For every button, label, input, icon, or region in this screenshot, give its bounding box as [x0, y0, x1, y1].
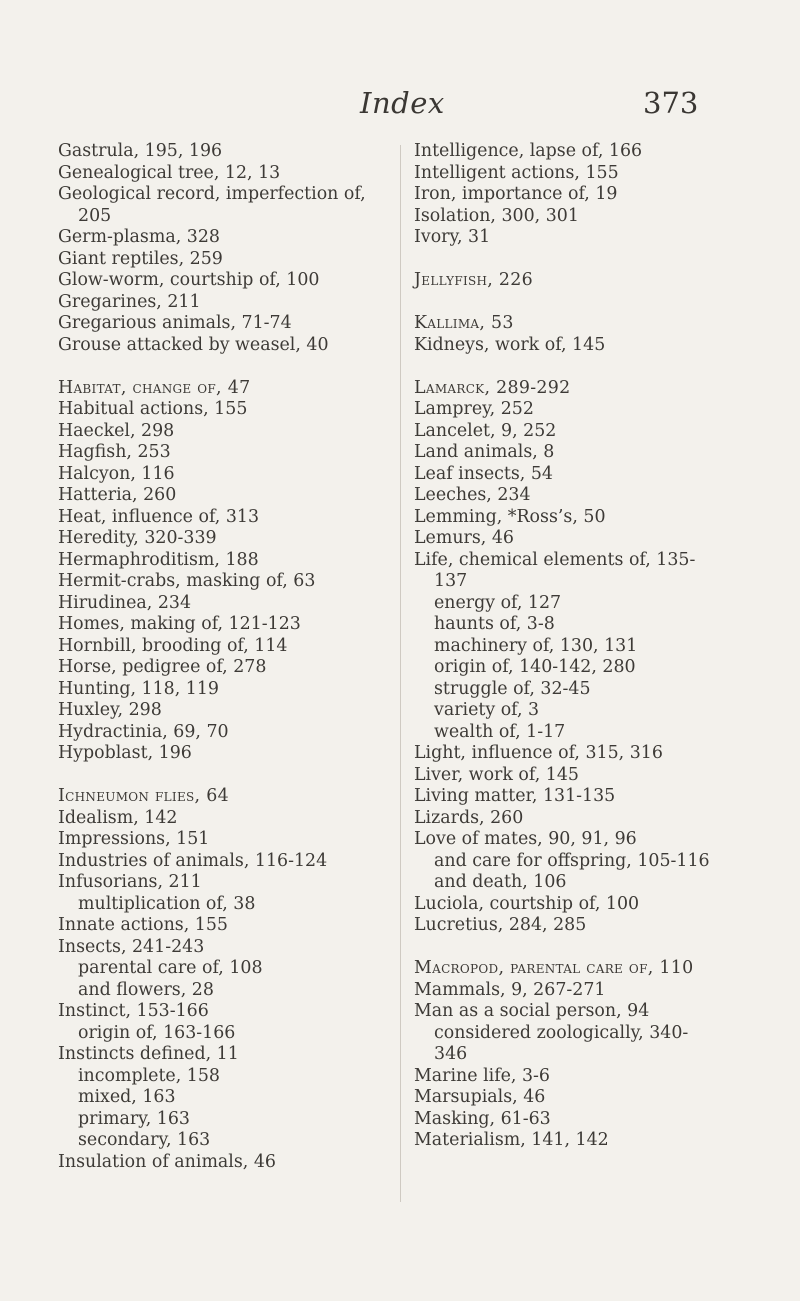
index-subentry: considered zoologically, 340-	[434, 1022, 689, 1043]
index-entry: Insulation of animals, 46	[58, 1151, 276, 1172]
index-entry: Marsupials, 46	[414, 1087, 546, 1107]
index-entry: Hypoblast, 196	[58, 743, 192, 763]
index-entry: Hirudinea, 234	[58, 592, 192, 613]
running-head-title: Index	[360, 86, 445, 120]
section-spacer	[414, 937, 759, 959]
index-entry: Liver, work of, 145	[414, 764, 579, 785]
index-entry: Lizards, 260	[414, 807, 524, 828]
index-entry-continuation: 346	[434, 1044, 468, 1064]
index-subentry: and death, 106	[434, 872, 567, 892]
index-entry-letter-start: Habitat, change of, 47	[58, 377, 251, 398]
index-entry: Instincts defined, 11	[58, 1044, 239, 1064]
index-entry: Idealism, 142	[58, 807, 178, 828]
index-subentry: parental care of, 108	[78, 958, 263, 978]
index-entry-continuation: 137	[434, 571, 468, 591]
index-entry: Haeckel, 298	[58, 420, 175, 441]
section-spacer	[414, 356, 759, 378]
index-entry: Glow-worm, courtship of, 100	[58, 270, 320, 290]
index-entry: Iron, importance of, 19	[414, 184, 618, 204]
index-entry: Lemurs, 46	[414, 528, 514, 548]
index-entry: Hunting, 118, 119	[58, 678, 219, 699]
index-entry: Geological record, imperfection of,	[58, 184, 366, 204]
index-subentry: mixed, 163	[78, 1087, 176, 1107]
index-entry: Habitual actions, 155	[58, 399, 248, 419]
index-entry: Love of mates, 90, 91, 96	[414, 829, 637, 849]
index-subentry: multiplication of, 38	[78, 893, 256, 914]
index-entry: Gastrula, 195, 196	[58, 141, 223, 161]
index-subentry: and care for offspring, 105-116	[434, 850, 710, 871]
page-number: 373	[643, 86, 699, 120]
section-spacer	[58, 765, 388, 787]
index-entry: Hermit-crabs, masking of, 63	[58, 571, 316, 591]
index-column-left	[58, 141, 388, 1173]
index-entry: Hydractinia, 69, 70	[58, 721, 229, 742]
index-entry: Halcyon, 116	[58, 463, 175, 484]
index-entry: Lemming, *Ross’s, 50	[414, 506, 606, 527]
section-spacer	[414, 249, 759, 271]
index-entry-letter-start: Macropod, parental care of, 110	[414, 958, 694, 978]
index-entry: Insects, 241-243	[58, 936, 205, 957]
index-entry: Heat, influence of, 313	[58, 506, 260, 527]
index-subentry: wealth of, 1-17	[434, 721, 566, 742]
index-entry-continuation: 205	[78, 205, 112, 226]
index-subentry: haunts of, 3-8	[434, 614, 555, 634]
index-entry: Luciola, courtship of, 100	[414, 893, 640, 914]
index-subentry: origin of, 163-166	[78, 1022, 236, 1043]
index-subentry: origin of, 140-142, 280	[434, 657, 636, 677]
index-entry: Hagfish, 253	[58, 442, 171, 462]
index-entry-letter-start: Ichneumon flies, 64	[58, 786, 229, 806]
index-column-right	[414, 141, 759, 1152]
index-entry: Homes, making of, 121-123	[58, 614, 301, 634]
index-entry: Giant reptiles, 259	[58, 248, 223, 269]
index-subentry: and flowers, 28	[78, 979, 214, 1000]
index-entry: Innate actions, 155	[58, 915, 228, 935]
index-entry: Isolation, 300, 301	[414, 205, 579, 226]
index-entry: Gregarines, 211	[58, 291, 201, 312]
index-entry: Heredity, 320-339	[58, 528, 217, 548]
index-entry: Genealogical tree, 12, 13	[58, 162, 281, 183]
index-subentry: variety of, 3	[434, 700, 540, 720]
index-entry: Instinct, 153-166	[58, 1001, 209, 1021]
index-entry: Infusorians, 211	[58, 872, 202, 892]
index-entry: Light, influence of, 315, 316	[414, 743, 663, 763]
index-entry: Kidneys, work of, 145	[414, 334, 606, 355]
index-subentry: machinery of, 130, 131	[434, 635, 638, 656]
index-entry-letter-start: Lamarck, 289-292	[414, 377, 571, 398]
index-entry: Land animals, 8	[414, 442, 555, 462]
index-entry: Materialism, 141, 142	[414, 1130, 609, 1150]
index-entry: Marine life, 3-6	[414, 1065, 550, 1086]
index-entry: Living matter, 131-135	[414, 786, 616, 806]
index-entry: Industries of animals, 116-124	[58, 850, 328, 871]
index-entry: Horse, pedigree of, 278	[58, 657, 267, 677]
index-entry: Lucretius, 284, 285	[414, 915, 587, 935]
index-entry: Leeches, 234	[414, 485, 531, 505]
index-subentry: struggle of, 32-45	[434, 678, 591, 699]
index-subentry: secondary, 163	[78, 1130, 211, 1150]
index-entry: Life, chemical elements of, 135-	[414, 549, 696, 570]
section-spacer	[58, 356, 388, 378]
index-entry-letter-start: Jellyfish, 226	[414, 270, 534, 290]
index-entry: Man as a social person, 94	[414, 1001, 650, 1021]
index-subentry: primary, 163	[78, 1108, 190, 1129]
index-entry: Gregarious animals, 71-74	[58, 313, 292, 333]
index-subentry: incomplete, 158	[78, 1065, 220, 1086]
index-entry: Hornbill, brooding of, 114	[58, 635, 288, 656]
index-entry: Intelligent actions, 155	[414, 162, 619, 183]
index-entry-letter-start: Kallima, 53	[414, 313, 514, 333]
index-subentry: energy of, 127	[434, 592, 562, 613]
index-entry: Lancelet, 9, 252	[414, 420, 557, 441]
index-entry: Hermaphroditism, 188	[58, 549, 259, 570]
index-entry: Germ-plasma, 328	[58, 227, 220, 247]
index-entry: Hatteria, 260	[58, 485, 177, 505]
index-entry: Masking, 61-63	[414, 1108, 551, 1129]
index-entry: Mammals, 9, 267-271	[414, 979, 606, 1000]
index-entry: Intelligence, lapse of, 166	[414, 141, 643, 161]
index-entry: Huxley, 298	[58, 700, 162, 720]
column-divider	[400, 145, 401, 1202]
index-entry: Grouse attacked by weasel, 40	[58, 334, 329, 355]
index-entry: Lamprey, 252	[414, 399, 534, 419]
index-entry: Ivory, 31	[414, 227, 491, 247]
section-spacer	[414, 292, 759, 314]
index-entry: Impressions, 151	[58, 829, 210, 849]
index-entry: Leaf insects, 54	[414, 463, 553, 484]
